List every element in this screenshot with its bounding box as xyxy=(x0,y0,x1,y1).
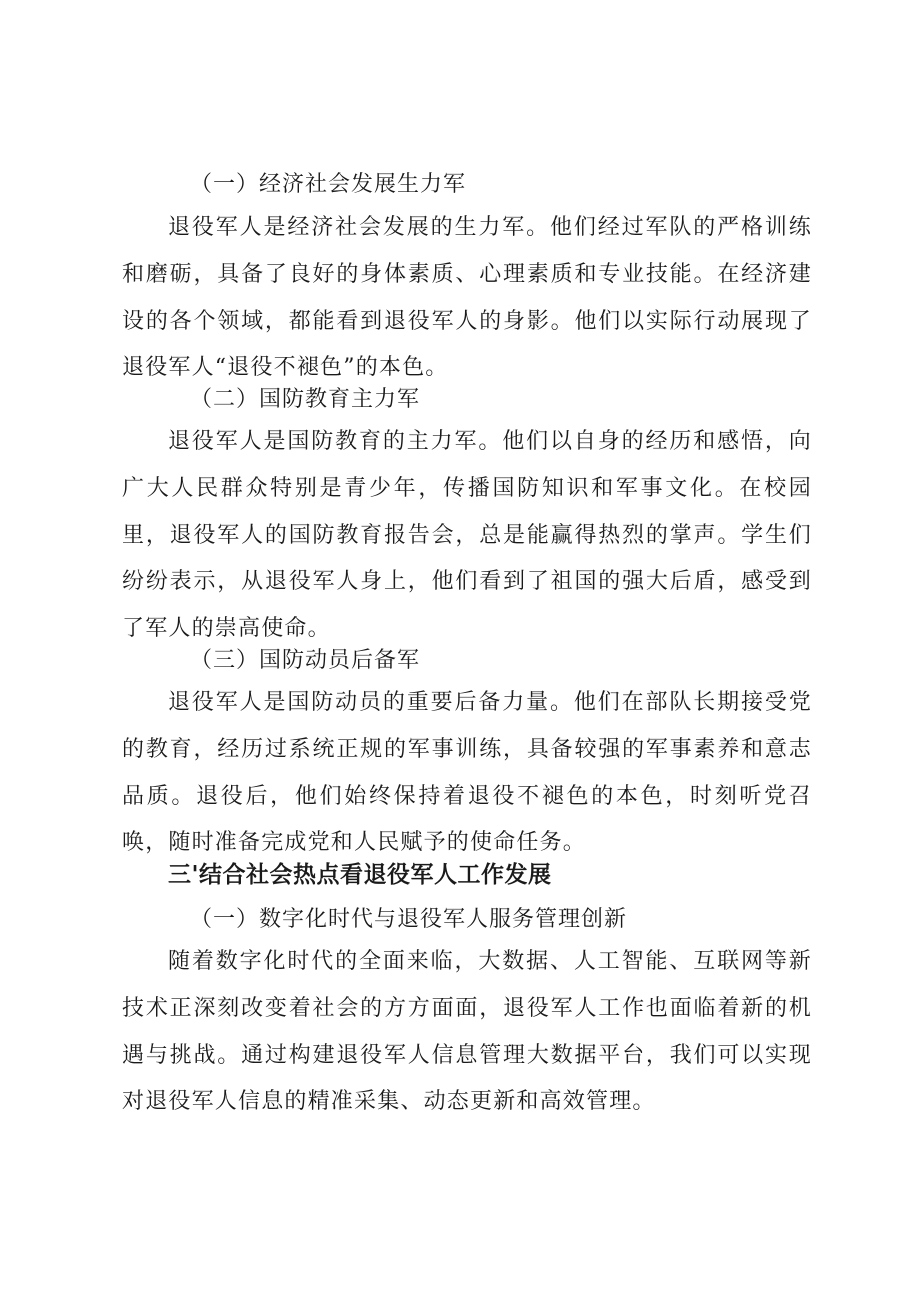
part-three-title: 三'结合社会热点看退役军人工作发展 xyxy=(168,862,552,888)
section-heading-3: （三）国防动员后备军 xyxy=(190,648,421,673)
section-body-1: 退役军人是经济社会发展的生力军。他们经过军队的严格训练和磨砺，具备了良好的身体素质、心理素质和专业技能。在经济建设的各个领域，都能看到退役军人的身影。他们以实际行动展现了退役军人“退役不褪色”的本色。 xyxy=(122,215,812,381)
part-three-body: 随着数字化时代的全面来临，大数据、人工智能、互联网等新技术正深刻改变着社会的方方面面，退役军人工作也面临着新的机遇与挑战。通过构建退役军人信息管理大数据平台，我们可以实现对退役军人信息的精准采集、动态更新和高效管理。 xyxy=(122,949,812,1115)
section-heading-2: （二）国防教育主力军 xyxy=(190,387,421,412)
section-body-3: 退役军人是国防动员的重要后备力量。他们在部队长期接受党的教育，经历过系统正规的军事训练，具备较强的军事素养和意志品质。退役后，他们始终保持着退役不褪色的本色，时刻听党召唤，随时准备完成党和人民赋予的使命任务。 xyxy=(122,690,812,856)
part-three-subheading: （一）数字化时代与退役军人服务管理创新 xyxy=(190,907,628,932)
section-heading-1: （一）经济社会发展生力军 xyxy=(190,172,467,197)
section-body-2: 退役军人是国防教育的主力军。他们以自身的经历和感悟，向广大人民群众特别是青少年，传播国防知识和军事文化。在校园里，退役军人的国防教育报告会，总是能赢得热烈的掌声。学生们纷纷表示，从退役军人身上，他们看到了祖国的强大后盾，感受到了军人的崇高使命。 xyxy=(122,429,812,642)
